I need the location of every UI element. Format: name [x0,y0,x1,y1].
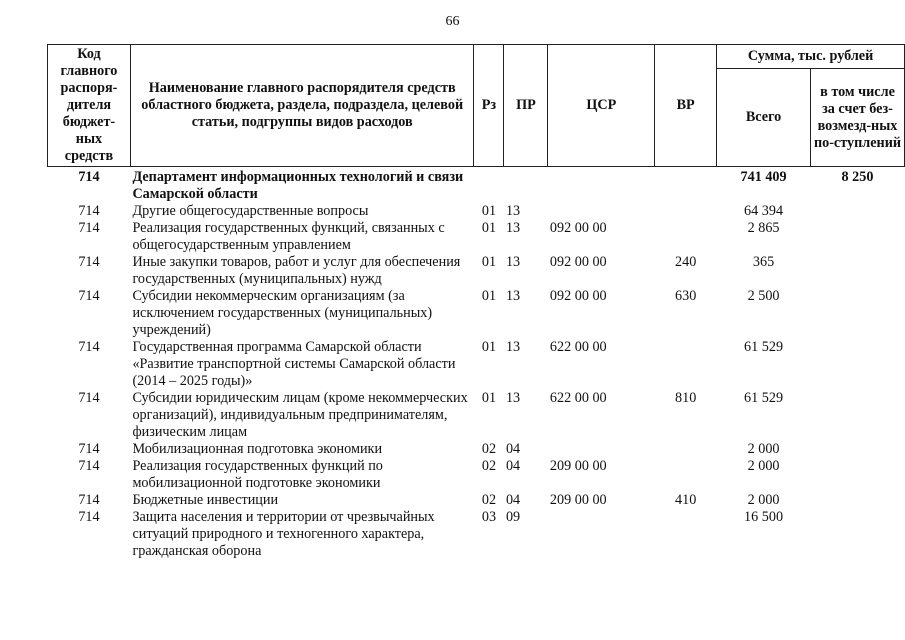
header-vr: ВР [655,45,717,167]
cell-name: Государственная программа Самарской области «Развитие транспортной системы Самарской области (2014 – 2025 годы)» [132,339,456,389]
cell-name: Мобилизационная подготовка экономики [132,441,383,457]
cell-vr [655,167,717,204]
cell-pr [504,167,548,204]
cell-total: 16 500 [744,509,784,525]
cell-total: 741 409 [740,169,787,185]
header-sum: Сумма, тыс. рублей [717,45,905,69]
page-number: 66 [445,14,460,29]
cell-code: 714 [78,390,100,406]
cell-vr [655,339,717,390]
cell-pr: 13 [505,254,521,270]
cell-rz: 02 [481,458,497,474]
table-row [48,509,905,560]
cell-name: Иные закупки товаров, работ и услуг для обеспечения государственных (муниципальных) нужд [132,254,461,287]
cell-csr [548,203,655,220]
cell-rz [474,167,504,204]
cell-grant [811,441,905,458]
cell-code: 714 [78,169,100,185]
cell-name: Реализация государственных функций по мобилизационной подготовке экономики [132,458,383,491]
cell-code: 714 [78,339,100,355]
cell-vr [655,203,717,220]
cell-total: 61 529 [744,390,784,406]
cell-vr: 410 [675,492,697,508]
cell-csr: 092 00 00 [549,288,607,304]
header-pr: ПР [504,45,548,167]
cell-grant [811,492,905,509]
header-grant: в том числе за счет без-возмезд-ных по-ступлений [811,69,905,167]
cell-grant [811,220,905,254]
cell-vr [655,220,717,254]
table-row [48,220,905,254]
cell-rz: 02 [481,441,497,457]
cell-vr [655,441,717,458]
table-row [48,254,905,288]
cell-total: 2 000 [747,458,780,474]
table-row [48,288,905,339]
cell-csr [548,167,655,204]
cell-name: Защита населения и территории от чрезвычайных ситуаций природного и техногенного характера, гражданская оборона [132,509,435,559]
cell-total: 64 394 [744,203,784,219]
cell-vr: 240 [675,254,697,270]
cell-code: 714 [78,203,100,219]
cell-rz: 01 [481,254,497,270]
table-row [48,339,905,390]
cell-csr: 622 00 00 [549,339,607,355]
cell-code: 714 [78,254,100,270]
cell-csr: 209 00 00 [549,458,607,474]
cell-vr: 810 [675,390,697,406]
cell-pr: 04 [505,492,521,508]
cell-grant [811,509,905,560]
cell-pr: 09 [505,509,521,525]
cell-rz: 01 [481,220,497,236]
cell-total: 2 865 [747,220,780,236]
cell-csr [548,509,655,560]
table-row [48,441,905,458]
cell-total: 61 529 [744,339,784,355]
cell-total: 2 000 [747,492,780,508]
cell-rz: 01 [481,203,497,219]
cell-pr: 04 [505,441,521,457]
cell-code: 714 [78,492,100,508]
cell-name: Субсидии некоммерческим организациям (за исключением государственных (муниципальных) учреждений) [132,288,433,338]
cell-pr: 13 [505,220,521,236]
cell-total: 365 [752,254,775,270]
cell-code: 714 [78,441,100,457]
table-row [48,390,905,441]
cell-grant [811,254,905,288]
cell-csr: 092 00 00 [549,220,607,236]
header-csr: ЦСР [548,45,655,167]
cell-total: 2 500 [747,288,780,304]
cell-pr: 13 [505,390,521,406]
cell-code: 714 [78,509,100,525]
cell-name: Реализация государственных функций, связанных с общегосударственным управлением [132,220,445,253]
cell-vr [655,509,717,560]
header-name: Наименование главного распорядителя средств областного бюджета, раздела, подраздела, целевой статьи, подгруппы видов расходов [130,45,474,167]
cell-csr: 209 00 00 [549,492,607,508]
cell-name: Субсидии юридическим лицам (кроме некоммерческих организаций), индивидуальным предпринимателям, физическим лицам [132,390,468,440]
cell-grant [811,390,905,441]
cell-rz: 02 [481,492,497,508]
cell-name: Департамент информационных технологий и связи Самарской области [132,169,464,202]
cell-name: Другие общегосударственные вопросы [132,203,369,219]
cell-rz: 03 [481,509,497,525]
cell-code: 714 [78,458,100,474]
cell-csr: 622 00 00 [549,390,607,406]
cell-grant [811,458,905,492]
table-row [48,492,905,509]
cell-pr: 13 [505,288,521,304]
cell-code: 714 [78,288,100,304]
cell-name: Бюджетные инвестиции [132,492,279,508]
cell-csr [548,441,655,458]
cell-pr: 13 [505,203,521,219]
cell-grant [811,339,905,390]
cell-pr: 04 [505,458,521,474]
cell-grant [811,288,905,339]
cell-rz: 01 [481,390,497,406]
cell-vr: 630 [675,288,697,304]
header-code: Код главного распоря-дителя бюджет-ных средств [48,45,131,167]
cell-grant: 8 250 [841,169,874,185]
cell-vr [655,458,717,492]
table-body [48,167,905,561]
cell-code: 714 [78,220,100,236]
header-rz: Рз [474,45,504,167]
cell-grant [811,203,905,220]
cell-csr: 092 00 00 [549,254,607,270]
table-header [48,45,905,167]
cell-total: 2 000 [747,441,780,457]
table-row [48,458,905,492]
cell-pr: 13 [505,339,521,355]
budget-table [47,44,905,560]
table-row [48,203,905,220]
cell-rz: 01 [481,288,497,304]
cell-rz: 01 [481,339,497,355]
table-row [48,167,905,204]
header-total: Всего [717,69,811,167]
